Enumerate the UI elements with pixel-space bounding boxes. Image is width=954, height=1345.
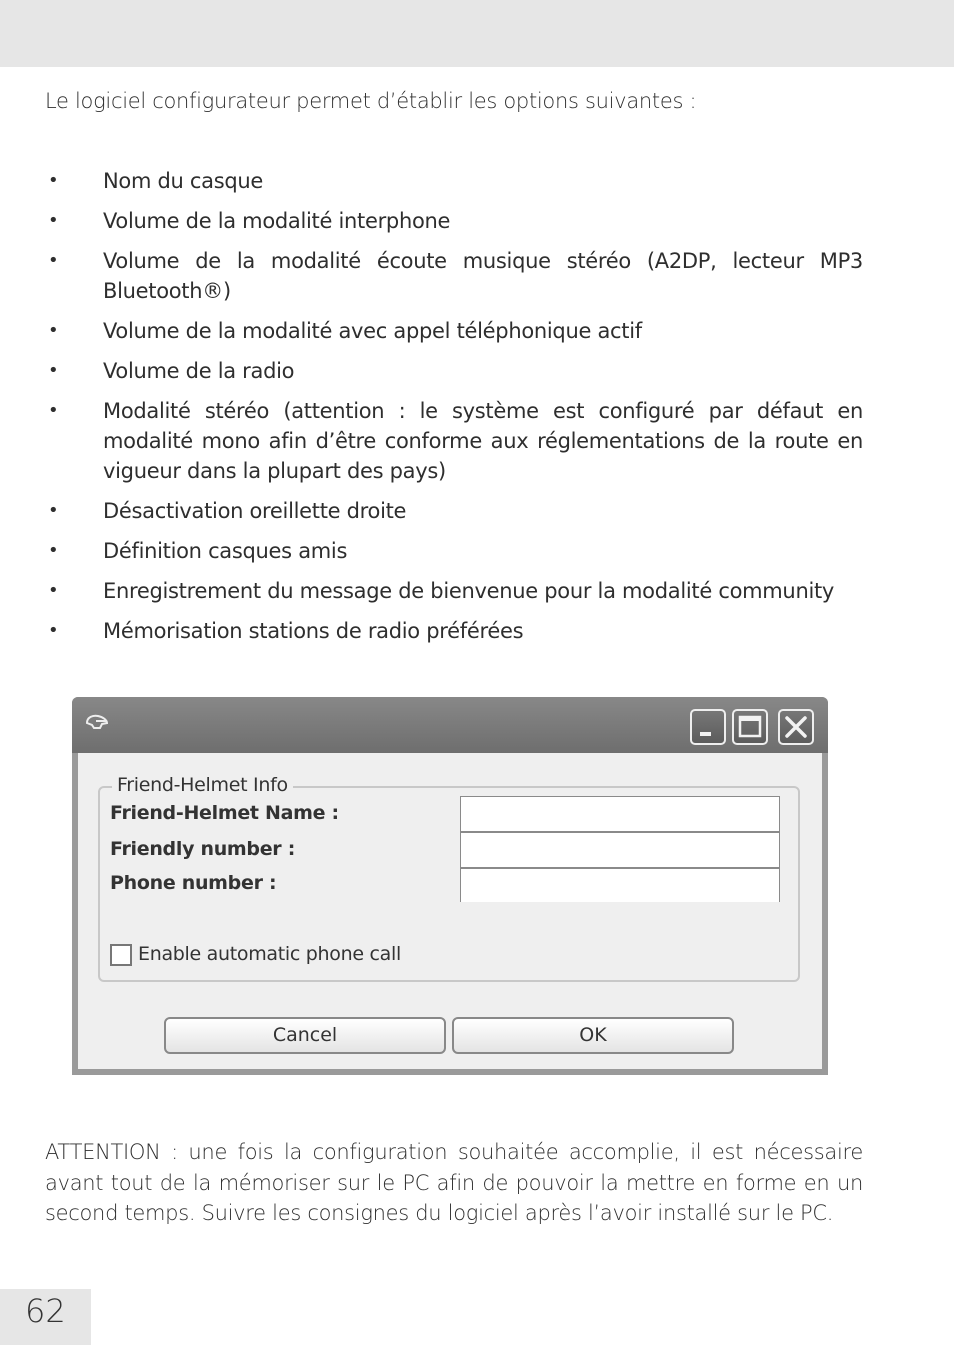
dialog-titlebar[interactable] <box>72 697 828 753</box>
bullet-icon: • <box>48 360 59 381</box>
list-item-text: Volume de la radio <box>103 359 295 383</box>
auto-call-checkbox[interactable] <box>110 944 132 966</box>
dialog-client-area <box>78 753 822 1069</box>
options-list <box>45 166 863 656</box>
bullet-icon: • <box>48 620 59 641</box>
phone-number-label: Phone number : <box>110 872 277 894</box>
cancel-button[interactable]: Cancel <box>164 1017 446 1054</box>
list-item <box>45 576 863 606</box>
maximize-button[interactable] <box>732 709 768 745</box>
maximize-icon <box>734 711 766 743</box>
attention-paragraph: ATTENTION : une fois la configuration souhaitée accomplie, il est nécessaire avant tout de la mémoriser sur le PC afin de pouvoir la mettre en forme en un second temps. Suivre les consignes du logiciel après l’avoir installé sur le PC. <box>45 1140 863 1225</box>
list-item <box>45 206 863 236</box>
list-item <box>45 536 863 566</box>
list-item <box>45 246 863 306</box>
page-number: 62 <box>25 1292 66 1330</box>
name-label: Friend-Helmet Name : <box>110 802 339 824</box>
config-dialog-window <box>72 697 828 1075</box>
friendly-number-label: Friendly number : <box>110 838 295 860</box>
list-item-text: Volume de la modalité écoute musique stéréo (A2DP, lecteur MP3 Bluetooth®) <box>103 249 863 303</box>
bullet-icon: • <box>48 400 59 421</box>
bullet-icon: • <box>48 540 59 561</box>
bullet-icon: • <box>48 210 59 231</box>
list-item-text: Définition casques amis <box>103 539 348 563</box>
group-title: Friend-Helmet Info <box>112 774 293 796</box>
auto-call-label[interactable]: Enable automatic phone call <box>138 943 401 965</box>
list-item <box>45 396 863 486</box>
friend-helmet-info-group <box>98 774 800 982</box>
list-item-text: Mémorisation stations de radio préférées <box>103 619 524 643</box>
list-item <box>45 166 863 196</box>
intro-text: Le logiciel configurateur permet d’établir les options suivantes : <box>45 89 697 113</box>
helmet-name-input[interactable] <box>460 796 780 832</box>
list-item <box>45 496 863 526</box>
phone-number-input[interactable] <box>460 868 780 902</box>
bullet-icon: • <box>48 500 59 521</box>
list-item-text: Volume de la modalité avec appel téléphonique actif <box>103 319 642 343</box>
bullet-icon: • <box>48 580 59 601</box>
helmet-logo-icon <box>84 713 110 733</box>
friendly-number-input[interactable] <box>460 832 780 868</box>
minimize-icon <box>692 711 724 743</box>
close-button[interactable] <box>778 709 814 745</box>
list-item <box>45 616 863 646</box>
header-band <box>0 0 954 67</box>
bullet-icon: • <box>48 250 59 271</box>
list-item-text: Enregistrement du message de bienvenue pour la modalité community <box>103 579 835 603</box>
list-item-text: Volume de la modalité interphone <box>103 209 451 233</box>
list-item-text: Modalité stéréo (attention : le système est configuré par défaut en modalité mono afin d’être conforme aux réglementations de la route en vigueur dans la plupart des pays) <box>103 399 863 483</box>
bullet-icon: • <box>48 170 59 191</box>
list-item <box>45 356 863 386</box>
list-item <box>45 316 863 346</box>
minimize-button[interactable] <box>690 709 726 745</box>
list-item-text: Désactivation oreillette droite <box>103 499 407 523</box>
list-item-text: Nom du casque <box>103 169 264 193</box>
bullet-icon: • <box>48 320 59 341</box>
ok-button[interactable]: OK <box>452 1017 734 1054</box>
close-icon <box>780 711 812 743</box>
